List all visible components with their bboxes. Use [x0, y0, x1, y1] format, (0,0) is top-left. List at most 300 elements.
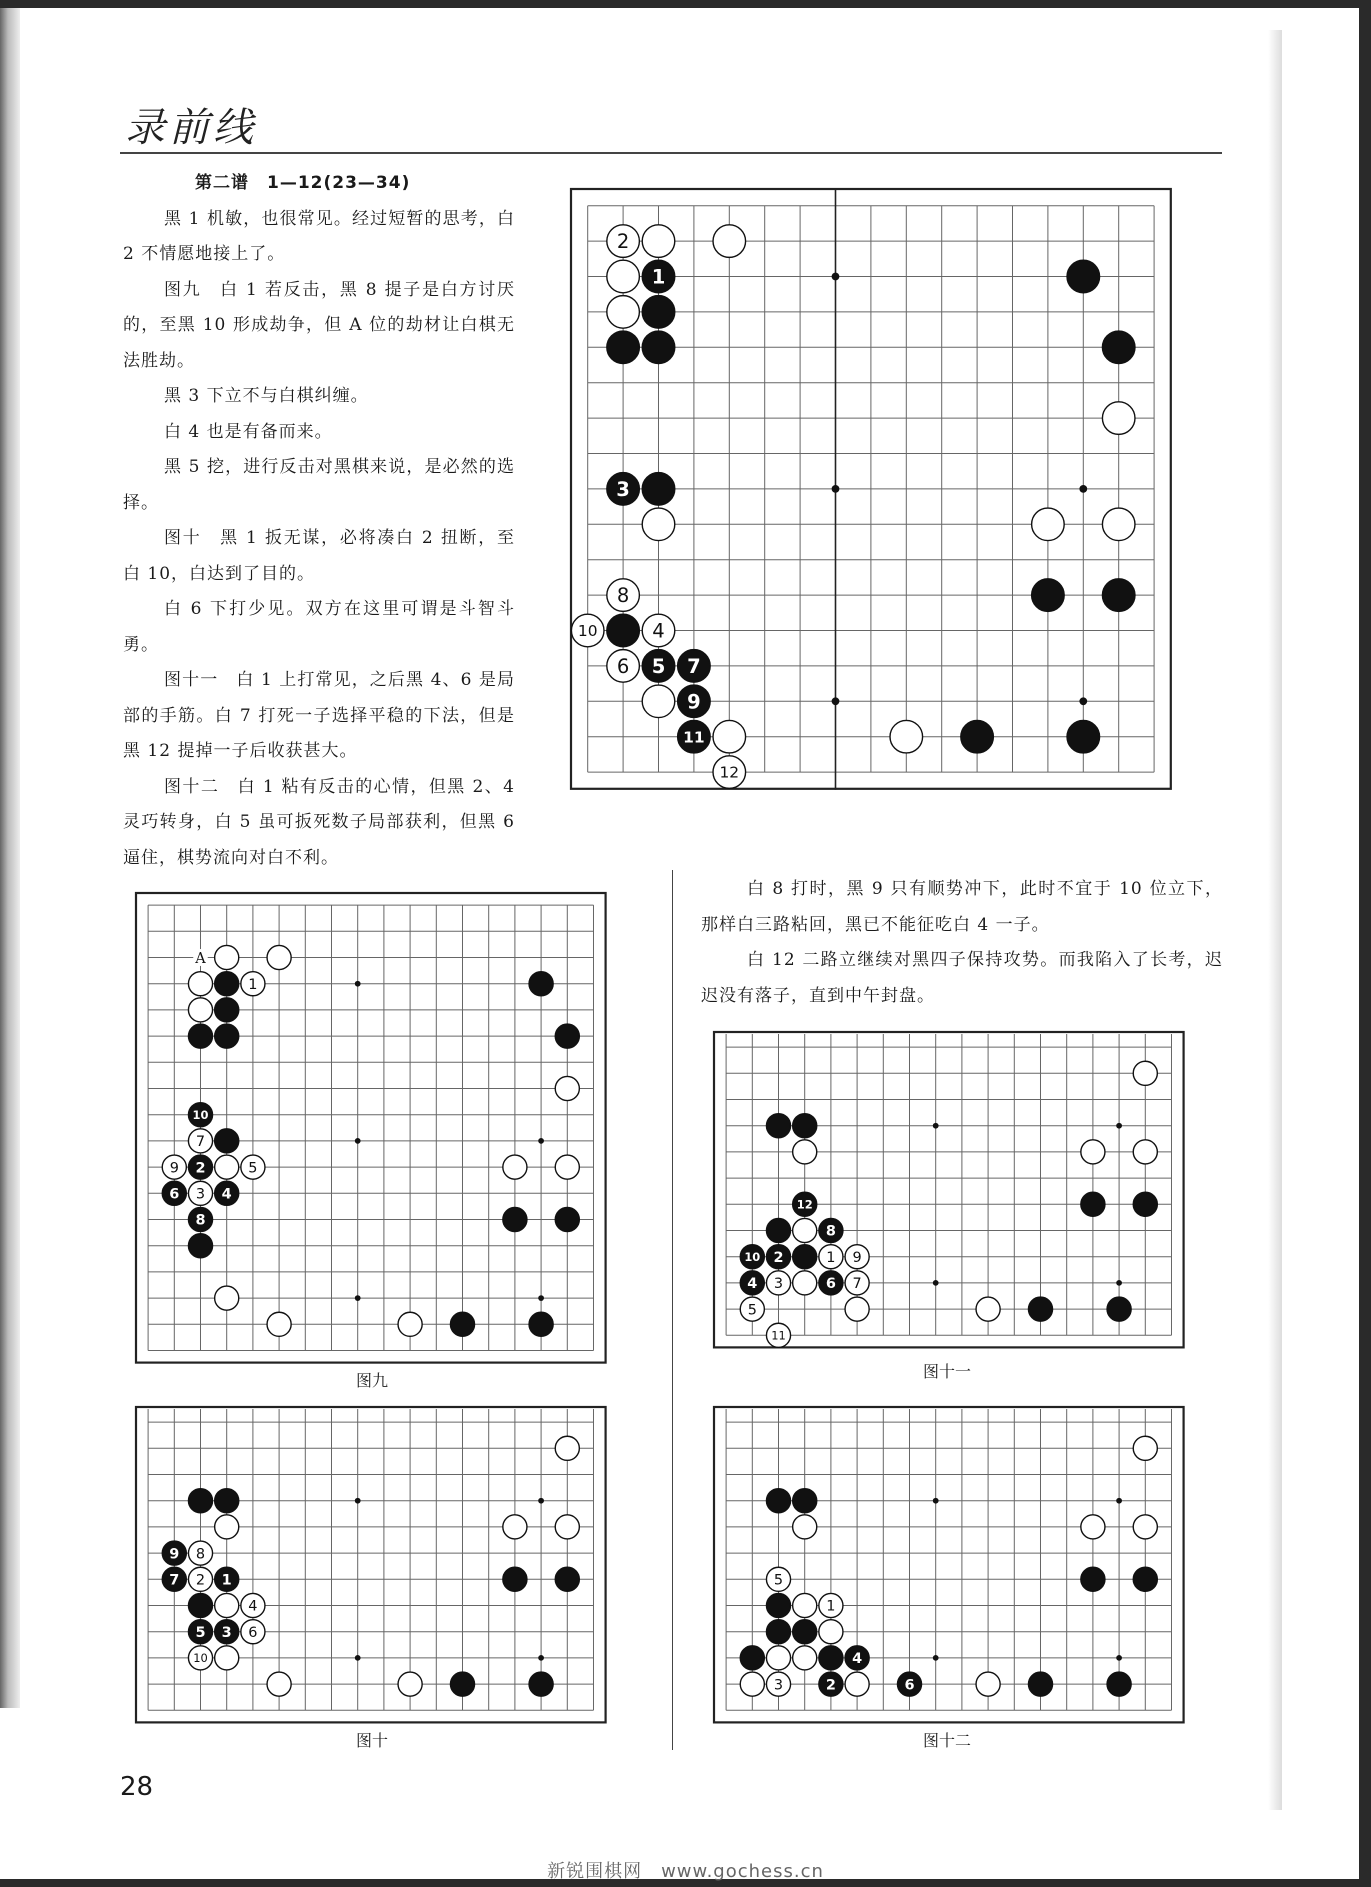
move-number: 2: [195, 1160, 206, 1177]
black-stone: [555, 1207, 579, 1231]
white-stone: [188, 1181, 212, 1205]
white-stone-disc: [267, 1312, 291, 1336]
black-stone-disc: [529, 1312, 553, 1336]
move-number: 1: [221, 1572, 232, 1589]
column-divider: [672, 870, 673, 1750]
black-stone: [607, 473, 640, 506]
white-stone-disc: [1133, 1140, 1157, 1164]
hoshi-point: [538, 1138, 544, 1144]
black-stone: [215, 1620, 239, 1644]
white-stone: [1133, 1061, 1157, 1085]
black-stone: [188, 1155, 212, 1179]
board-svg: [713, 1034, 1185, 1348]
white-stone-disc: [740, 1672, 764, 1696]
hoshi-point: [1116, 1123, 1122, 1129]
white-stone-disc: [976, 1672, 1000, 1696]
white-stone: [555, 1076, 579, 1100]
grid-lines: [148, 905, 593, 1350]
hoshi-point: [832, 697, 840, 705]
white-stone-disc: [398, 1312, 422, 1336]
grid-lines: [148, 1409, 593, 1710]
white-stone: [398, 1672, 422, 1696]
black-stone-disc: [1067, 720, 1100, 753]
go-board-figure-10: [135, 1409, 607, 1723]
page-edge-shadow: [1268, 30, 1282, 1810]
black-stone: [793, 1245, 817, 1269]
white-stone-disc: [1081, 1140, 1105, 1164]
black-stone-disc: [1107, 1672, 1131, 1696]
black-stone: [188, 1103, 212, 1127]
white-stone: [819, 1593, 843, 1617]
white-stone: [188, 972, 212, 996]
white-stone: [642, 508, 675, 541]
white-stone: [713, 720, 746, 753]
black-stone: [1067, 260, 1100, 293]
paragraph: 白 6 下打少见。双方在这里可谓是斗智斗勇。: [123, 599, 515, 655]
black-stone: [678, 685, 711, 718]
black-stone: [529, 1312, 553, 1336]
white-stone: [215, 1155, 239, 1179]
black-stone: [215, 1489, 239, 1513]
white-stone: [607, 260, 640, 293]
white-stone: [819, 1620, 843, 1644]
grid-lines: [726, 1034, 1171, 1335]
white-stone: [188, 1567, 212, 1591]
hoshi-point: [933, 1280, 939, 1286]
scan-border-right: [1359, 0, 1371, 1887]
black-stone: [766, 1218, 790, 1242]
black-stone-disc: [793, 1114, 817, 1138]
black-stone-disc: [961, 720, 994, 753]
black-stone: [188, 1593, 212, 1617]
white-stone: [555, 1155, 579, 1179]
white-stone: [215, 1286, 239, 1310]
black-stone: [793, 1489, 817, 1513]
white-stone: [793, 1646, 817, 1670]
black-stone: [529, 972, 553, 996]
white-stone: [845, 1672, 869, 1696]
black-stone: [188, 1489, 212, 1513]
white-stone-disc: [555, 1515, 579, 1539]
white-stone-disc: [1102, 402, 1135, 435]
black-stone: [215, 998, 239, 1022]
hoshi-point: [933, 1655, 939, 1661]
move-number: 4: [221, 1186, 232, 1203]
black-stone: [162, 1567, 186, 1591]
black-stone: [819, 1271, 843, 1295]
white-stone-disc: [267, 1672, 291, 1696]
white-stone-disc: [215, 1646, 239, 1670]
white-stone: [503, 1515, 527, 1539]
black-stone-disc: [793, 1245, 817, 1269]
black-stone-disc: [766, 1218, 790, 1242]
board-svg: [135, 1409, 607, 1723]
white-stone-disc: [215, 1155, 239, 1179]
white-stone-disc: [503, 1155, 527, 1179]
move-number: 3: [773, 1276, 784, 1293]
black-stone-disc: [766, 1620, 790, 1644]
white-stone: [1133, 1436, 1157, 1460]
white-stone: [976, 1672, 1000, 1696]
black-stone-disc: [793, 1489, 817, 1513]
black-stone: [766, 1593, 790, 1617]
figure-caption-10: 图十: [355, 1731, 388, 1750]
black-stone-disc: [188, 1593, 212, 1617]
black-stone-disc: [503, 1567, 527, 1591]
white-stone-disc: [793, 1271, 817, 1295]
paragraph: 白 12 二路立继续对黑四子保持攻势。而我陷入了长考，迟迟没有落子，直到中午封盘。: [701, 950, 1223, 1006]
white-stone-disc: [845, 1297, 869, 1321]
black-stone: [1107, 1672, 1131, 1696]
black-stone: [1133, 1567, 1157, 1591]
black-stone: [215, 1181, 239, 1205]
black-stone: [503, 1567, 527, 1591]
move-number: 7: [195, 1134, 206, 1151]
black-stone: [607, 331, 640, 364]
black-stone-disc: [1133, 1192, 1157, 1216]
black-stone: [766, 1245, 790, 1269]
white-stone: [267, 1312, 291, 1336]
white-stone-disc: [642, 508, 675, 541]
white-stone: [215, 1646, 239, 1670]
black-stone: [555, 1567, 579, 1591]
board-svg: [713, 1409, 1185, 1723]
move-number: 10: [577, 622, 598, 641]
go-board-figure-12: [713, 1409, 1185, 1723]
black-stone: [766, 1489, 790, 1513]
black-stone-disc: [188, 1024, 212, 1048]
black-stone: [793, 1192, 817, 1216]
white-stone: [241, 1155, 265, 1179]
hoshi-point: [832, 273, 840, 281]
white-stone-disc: [793, 1218, 817, 1242]
black-stone: [642, 260, 675, 293]
move-number: 6: [616, 654, 630, 678]
white-stone: [713, 225, 746, 258]
hoshi-point: [1079, 697, 1087, 705]
white-stone-disc: [503, 1515, 527, 1539]
hoshi-point: [355, 981, 361, 987]
paragraph: 黑 5 挖，进行反击对黑棋来说，是必然的选择。: [123, 457, 515, 513]
move-number: 1: [826, 1249, 836, 1266]
right-column-text: [701, 872, 1223, 1014]
paragraph: 图九 白 1 若反击，黑 8 提子是白方讨厌的，至黑 10 形成劫争，但 A 位的劫材让白棋无法胜劫。: [123, 279, 515, 371]
paragraph: 黑 1 机敏，也很常见。经过短暂的思考，白 2 不情愿地接上了。: [123, 208, 515, 264]
black-stone: [740, 1646, 764, 1670]
white-stone-disc: [713, 225, 746, 258]
white-stone: [976, 1297, 1000, 1321]
black-stone-disc: [1067, 260, 1100, 293]
white-stone: [1032, 508, 1065, 541]
hoshi-point: [538, 1655, 544, 1661]
black-stone-disc: [1102, 331, 1135, 364]
black-stone: [503, 1207, 527, 1231]
black-stone-disc: [1133, 1567, 1157, 1591]
black-stone-disc: [529, 972, 553, 996]
white-stone: [642, 685, 675, 718]
move-number: 2: [825, 1677, 836, 1694]
white-stone: [793, 1140, 817, 1164]
white-stone: [819, 1245, 843, 1269]
black-stone-disc: [555, 1207, 579, 1231]
white-stone-disc: [1102, 508, 1135, 541]
black-stone: [215, 1567, 239, 1591]
black-stone: [678, 720, 711, 753]
hoshi-point: [1116, 1498, 1122, 1504]
black-stone-disc: [819, 1646, 843, 1670]
white-stone: [555, 1515, 579, 1539]
black-stone-disc: [503, 1207, 527, 1231]
move-number: 6: [248, 1624, 258, 1641]
hoshi-point: [1116, 1655, 1122, 1661]
white-stone: [241, 1593, 265, 1617]
black-stone-disc: [188, 1489, 212, 1513]
move-number: 9: [169, 1160, 179, 1177]
black-stone: [740, 1245, 764, 1269]
black-stone-disc: [766, 1114, 790, 1138]
hoshi-point: [538, 1295, 544, 1301]
black-stone-disc: [215, 998, 239, 1022]
hoshi-point: [355, 1138, 361, 1144]
white-stone: [607, 225, 640, 258]
watermark-footer: 新锐围棋网 www.gochess.cn: [547, 1861, 824, 1882]
white-stone: [503, 1155, 527, 1179]
black-stone: [215, 1024, 239, 1048]
white-stone: [1081, 1140, 1105, 1164]
left-column-text: [123, 166, 515, 876]
move-number: 1: [826, 1598, 836, 1615]
black-stone: [215, 972, 239, 996]
figure-caption-9: 图九: [355, 1371, 388, 1390]
black-stone-disc: [1102, 579, 1135, 612]
white-stone: [845, 1271, 869, 1295]
white-stone-disc: [607, 260, 640, 293]
paragraph: 白 4 也是有备而来。: [164, 421, 333, 442]
black-stone-disc: [642, 296, 675, 329]
white-stone: [845, 1297, 869, 1321]
white-stone-disc: [188, 998, 212, 1022]
move-number: 3: [616, 477, 630, 501]
go-board-figure-11: [713, 1034, 1185, 1348]
hoshi-point: [1116, 1280, 1122, 1286]
move-number: 4: [747, 1276, 758, 1293]
black-stone-disc: [188, 1234, 212, 1258]
move-number: 7: [169, 1572, 180, 1589]
black-stone-disc: [215, 972, 239, 996]
move-number: 8: [825, 1223, 836, 1240]
black-stone-disc: [1081, 1567, 1105, 1591]
white-stone-disc: [819, 1620, 843, 1644]
white-stone: [607, 296, 640, 329]
paragraph: 黑 3 下立不与白棋纠缠。: [164, 386, 369, 406]
white-stone: [766, 1271, 790, 1295]
black-stone-disc: [529, 1672, 553, 1696]
white-stone-disc: [555, 1076, 579, 1100]
black-stone-disc: [555, 1567, 579, 1591]
white-stone-disc: [793, 1515, 817, 1539]
white-stone-disc: [793, 1593, 817, 1617]
white-stone-disc: [215, 1593, 239, 1617]
black-stone: [1028, 1297, 1052, 1321]
go-board-main-diagram: [570, 188, 1172, 790]
black-stone-disc: [1107, 1297, 1131, 1321]
white-stone: [188, 1541, 212, 1565]
black-stone-disc: [1028, 1297, 1052, 1321]
black-stone: [1107, 1297, 1131, 1321]
move-number: 5: [651, 654, 666, 678]
white-stone: [188, 1646, 212, 1670]
move-number: 12: [719, 763, 740, 782]
white-stone: [188, 998, 212, 1022]
move-number: 10: [193, 1651, 208, 1666]
white-stone: [215, 1515, 239, 1539]
black-stone: [555, 1024, 579, 1048]
move-number: 2: [773, 1249, 784, 1266]
white-stone: [162, 1155, 186, 1179]
black-stone: [1102, 579, 1135, 612]
hoshi-point: [933, 1498, 939, 1504]
white-stone-disc: [1133, 1436, 1157, 1460]
hoshi-point: [832, 485, 840, 493]
black-stone-disc: [607, 614, 640, 647]
white-stone: [215, 945, 239, 969]
black-stone-disc: [607, 331, 640, 364]
black-stone-disc: [642, 331, 675, 364]
black-stone: [642, 296, 675, 329]
grid-lines: [726, 1409, 1171, 1710]
white-stone-disc: [766, 1646, 790, 1670]
black-stone: [188, 1234, 212, 1258]
white-stone-disc: [215, 945, 239, 969]
black-stone: [897, 1672, 921, 1696]
move-number: 11: [683, 728, 705, 747]
record-heading: 第二谱 1—12(23—34): [195, 173, 411, 193]
paragraph: 图十二 白 1 粘有反击的心情，但黑 2、4 灵巧转身，白 5 虽可扳死数子局部获利，但黑 6 逼住，棋势流向对白不利。: [123, 776, 515, 868]
white-stone: [267, 945, 291, 969]
move-number: 8: [195, 1546, 206, 1563]
white-stone: [267, 1672, 291, 1696]
white-stone: [241, 1620, 265, 1644]
move-number: 9: [687, 690, 701, 714]
white-stone-disc: [1133, 1061, 1157, 1085]
white-stone: [398, 1312, 422, 1336]
black-stone-disc: [215, 1024, 239, 1048]
page-number: 28: [120, 1772, 154, 1802]
move-number: 1: [248, 976, 258, 993]
black-stone-disc: [1032, 579, 1065, 612]
move-number: 10: [744, 1249, 761, 1264]
move-number: 6: [169, 1186, 180, 1203]
white-stone-disc: [793, 1646, 817, 1670]
paragraph: 白 8 打时，黑 9 只有顺势冲下，此时不宜于 10 位立下，那样白三路粘回，黑已不能征吃白 4 一子。: [701, 879, 1223, 935]
white-stone: [766, 1646, 790, 1670]
black-stone-disc: [793, 1620, 817, 1644]
white-stone: [241, 972, 265, 996]
white-stone: [713, 756, 746, 789]
move-number: 3: [221, 1624, 232, 1641]
move-number: 11: [771, 1328, 786, 1343]
paragraph: 图十一 白 1 上打常见，之后黑 4、6 是局部的手筋。白 7 打死一子选择平稳的下法，但是黑 12 提掉一子后收获甚大。: [123, 670, 515, 761]
black-stone: [961, 720, 994, 753]
move-number: 5: [773, 1572, 784, 1589]
move-number: 5: [248, 1160, 258, 1177]
white-stone: [188, 1129, 212, 1153]
black-stone: [162, 1541, 186, 1565]
move-number: 8: [195, 1212, 206, 1229]
white-stone-disc: [555, 1155, 579, 1179]
move-number: 4: [248, 1598, 258, 1615]
move-number: 2: [616, 230, 630, 254]
white-stone: [1081, 1515, 1105, 1539]
white-stone: [607, 579, 640, 612]
white-stone: [1133, 1515, 1157, 1539]
move-number: 3: [195, 1186, 206, 1203]
hoshi-point: [355, 1498, 361, 1504]
black-stone: [678, 650, 711, 683]
black-stone-disc: [215, 1129, 239, 1153]
black-stone-disc: [642, 473, 675, 506]
white-stone: [845, 1245, 869, 1269]
move-number: 9: [169, 1546, 180, 1563]
black-stone-disc: [766, 1489, 790, 1513]
white-stone-disc: [713, 720, 746, 753]
black-stone-disc: [1081, 1192, 1105, 1216]
white-stone: [766, 1567, 790, 1591]
scan-border-top: [0, 0, 1371, 8]
move-number: 7: [852, 1276, 862, 1293]
black-stone: [188, 1620, 212, 1644]
white-stone-disc: [890, 720, 923, 753]
black-stone-disc: [215, 1489, 239, 1513]
black-stone: [1067, 720, 1100, 753]
black-stone: [845, 1646, 869, 1670]
white-stone: [740, 1297, 764, 1321]
black-stone: [642, 473, 675, 506]
black-stone: [1032, 579, 1065, 612]
white-stone-disc: [555, 1436, 579, 1460]
black-stone: [215, 1129, 239, 1153]
move-number: 9: [852, 1249, 862, 1266]
white-stone-disc: [607, 296, 640, 329]
header-rule: [120, 152, 1222, 154]
figure-caption-12: 图十二: [922, 1731, 971, 1750]
black-stone: [450, 1312, 474, 1336]
board-svg: [135, 892, 607, 1364]
black-stone: [642, 331, 675, 364]
black-stone: [766, 1620, 790, 1644]
white-stone-disc: [642, 225, 675, 258]
column-title: 录前线: [125, 105, 257, 151]
black-stone-disc: [740, 1646, 764, 1670]
black-stone-disc: [766, 1593, 790, 1617]
black-stone-disc: [450, 1312, 474, 1336]
move-number: 7: [687, 654, 701, 678]
figure-caption-11: 图十一: [922, 1362, 971, 1381]
move-number: 12: [796, 1197, 813, 1212]
white-stone: [766, 1323, 790, 1347]
move-number: 1: [651, 265, 666, 289]
white-stone-disc: [215, 1515, 239, 1539]
white-stone: [793, 1271, 817, 1295]
black-stone: [607, 614, 640, 647]
black-stone: [1081, 1567, 1105, 1591]
move-number: 2: [195, 1572, 206, 1589]
board-svg: [570, 188, 1172, 790]
move-number: 3: [773, 1677, 784, 1694]
move-number: 10: [192, 1107, 209, 1122]
black-stone: [162, 1181, 186, 1205]
black-stone: [529, 1672, 553, 1696]
